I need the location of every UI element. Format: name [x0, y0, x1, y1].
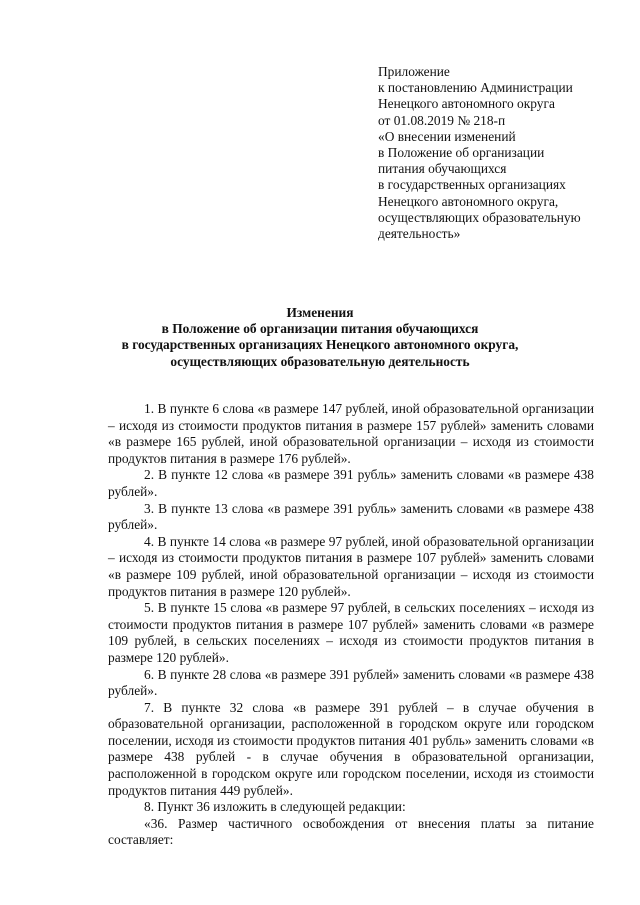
appendix-line: Приложение — [378, 64, 450, 79]
appendix-line: деятельность» — [378, 226, 461, 242]
appendix-line: в государственных организациях — [378, 177, 566, 193]
paragraph-item-4: 4. В пункте 14 слова «в размере 97 рублей, иной образовательной организации – исходя из стоимости продуктов питания в размере 107 рублей» заменить словами «в размере 109 рублей, иной образовательной организации – исходя из стоимости продуктов питания в размере 120 рублей». — [108, 533, 594, 599]
appendix-line: Ненецкого автономного округа — [378, 96, 555, 112]
document-title — [100, 305, 540, 370]
paragraph-item-7: 7. В пункте 32 слова «в размере 391 рублей – в случае обучения в образовательной организации, расположенной в городском округе или городском поселении, исходя из стоимости продуктов питания 401 рубль» заменить словами «в размере 438 рублей - в случае обучения в образовательной организации, расположенной в городском округе или городском поселении, исходя из стоимости продуктов питания 449 рублей». — [108, 699, 594, 798]
title-line: в Положение об организации питания обучающихся — [161, 321, 479, 337]
title-line: в государственных организациях Ненецкого автономного округа, — [121, 337, 519, 353]
appendix-line: Ненецкого автономного округа, — [378, 193, 559, 209]
appendix-line: в Положение об организации — [378, 145, 545, 161]
appendix-line: «О внесении изменений — [378, 128, 516, 144]
paragraph-item-8: 8. Пункт 36 изложить в следующей редакции: — [144, 799, 406, 815]
title-line: осуществляющих образовательную деятельность — [170, 353, 470, 369]
appendix-line: от 01.08.2019 № 218-п — [378, 112, 506, 128]
paragraph-item-6: 6. В пункте 28 слова «в размере 391 рублей» заменить словами «в размере 438 рублей». — [108, 666, 594, 699]
paragraph-item-1: 1. В пункте 6 слова «в размере 147 рублей, иной образовательной организации – исходя из стоимости продуктов питания в размере 157 рублей» заменить словами «в размере 165 рублей, иной образовательной организации – исходя из стоимости продуктов питания в размере 176 рублей». — [108, 401, 594, 466]
appendix-line: питания обучающихся — [378, 161, 507, 177]
document-body — [108, 401, 594, 849]
paragraph-item-3: 3. В пункте 13 слова «в размере 391 рубль» заменить словами «в размере 438 рублей». — [108, 500, 594, 533]
appendix-line: к постановлению Администрации — [378, 80, 573, 96]
appendix-line: осуществляющих образовательную — [378, 209, 581, 225]
appendix-header — [378, 64, 628, 242]
paragraph-item-2: 2. В пункте 12 слова «в размере 391 рубль» заменить словами «в размере 438 рублей». — [108, 467, 594, 499]
title-line: Изменения — [286, 305, 354, 320]
paragraph-quote-36: «36. Размер частичного освобождения от внесения платы за питание составляет: — [108, 815, 594, 848]
paragraph-item-5: 5. В пункте 15 слова «в размере 97 рублей, в сельских поселениях – исходя из стоимости продуктов питания в размере 107 рублей» заменить словами «в размере 109 рублей, в сельских поселениях – исходя из стоимости продуктов питания в размере 120 рублей». — [108, 600, 594, 665]
